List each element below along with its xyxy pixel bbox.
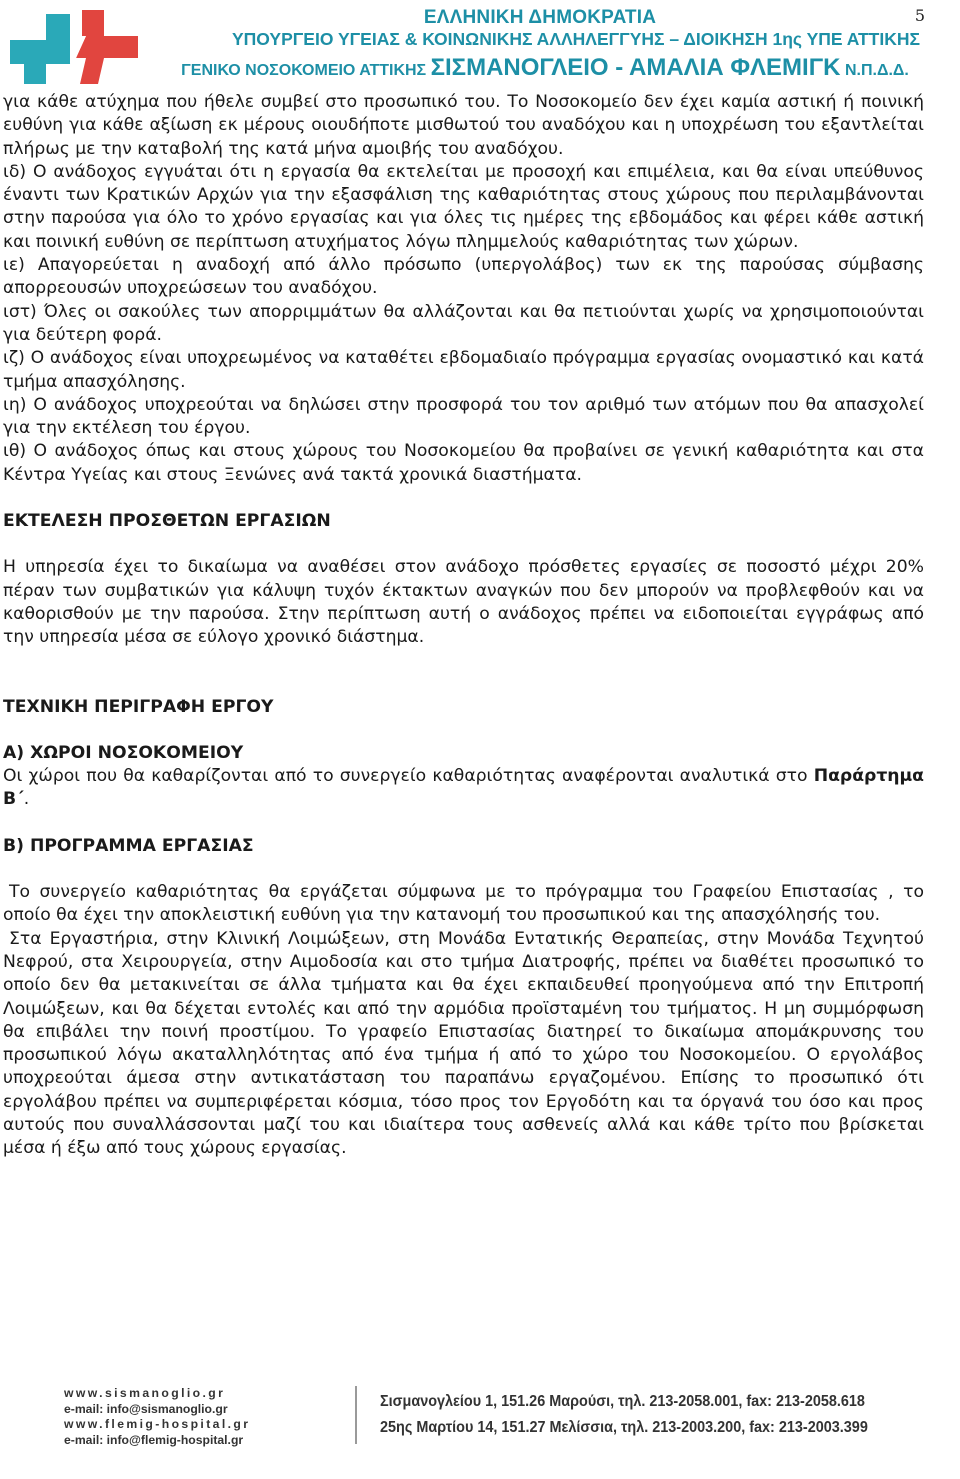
clause-ih: ιη) Ο ανάδοχος υποχρεούται να δηλώσει στην προσφορά του τον αριθμό των ατόμων που θα απασχολεί για την εκτέλεση του έργου. xyxy=(3,394,924,439)
footer-email-1: e-mail: info@sismanoglio.gr xyxy=(64,1401,228,1416)
annex-reference: Παράρτημα Β΄ xyxy=(3,766,924,810)
footer-addresses xyxy=(380,1389,920,1441)
footer-website-2: www.flemig-hospital.gr xyxy=(64,1417,251,1432)
heading-technical-description: ΤΕΧΝΙΚΗ ΠΕΡΙΓΡΑΦΗ ΕΡΓΟΥ xyxy=(3,696,274,717)
page-footer xyxy=(0,1376,960,1479)
footer-band xyxy=(0,1460,960,1479)
paragraph-schedule-1: Το συνεργείο καθαριότητας θα εργάζεται σύμφωνα με το πρόγραμμα του Γραφείου Επιστασίας , το οποίο θα έχει την αποκλειστική ευθύνη για την κατανομή του προσωπικού και της απασχόλησής του. xyxy=(3,882,924,926)
clause-ie: ιε) Απαγορεύεται η αναδοχή από άλλο πρόσωπο (υπεργολάβος) των εκ της παρούσας σύμβασης απορρεουσών υποχρεώσεων του αναδόχου. xyxy=(3,255,924,299)
clause-iz: ιζ) Ο ανάδοχος είναι υποχρεωμένος να καταθέτει εβδομαδιαίο πρόγραμμα εργασίας ονομαστικό και κατά τμήμα απασχόλησης. xyxy=(3,348,924,392)
page-header xyxy=(0,0,960,92)
paragraph-extra-works: Η υπηρεσία έχει το δικαίωμα να αναθέσει στον ανάδοχο πρόσθετες εργασίες σε ποσοστό μέχρι 20% πέραν των συμβατικών για κάλυψη τυχόν έκτακτων αναγκών που δεν μπορούν να προβλεφθούν και να καθορισθούν με την παρούσα. Στην περίπτωση αυτή ο ανάδοχος πρέπει να ειδοποιείται εγγράφως από την υπηρεσία μέσα σε εύλογο χρονικό διάστημα. xyxy=(3,557,924,648)
footer-website-1: www.sismanoglio.gr xyxy=(64,1386,226,1400)
clause-ist: ιστ) Όλες οι σακούλες των απορριμμάτων θα αλλάζονται και θα πετιούνται χωρίς να χρησιμοποιούνται για δεύτερη φορά. xyxy=(3,301,924,345)
header-hospital-suffix: Ν.Π.Δ.Δ. xyxy=(844,62,909,79)
clause-ith: ιθ) Ο ανάδοχος όπως και στους χώρους του Νοσοκομείου θα προβαίνει σε γενική καθαριότητα και στα Κέντρα Υγείας και στους Ξενώνες ανά τακτά χρονικά διαστήματα. xyxy=(3,441,924,485)
header-hospital-name: ΣΙΣΜΑΝΟΓΛΕΙΟ - ΑΜΑΛΙΑ ΦΛΕΜΙΓΚ xyxy=(430,54,841,81)
paragraph-schedule-2: Στα Εργαστήρια, στην Κλινική Λοιμώξεων, στη Μονάδα Εντατικής Θεραπείας, στην Μονάδα Τεχνητού Νεφρού, στα Χειρουργεία, στην Αιμοδοσία και στο τμήμα Διατροφής, πρέπει να διαθέτει προσωπικό το οποίο δεν θα μετακινείται σε άλλα τμήματα και θα έχει εκπαιδευθεί προηγούμενα από την Επιτροπή Λοιμώξεων, και θα δέχεται εντολές και από την αρμόδια προϊσταμένη του τμήματος. Η μη συμμόρφωση θα επιβάλει την ποινή προστίμου. Το γραφείο Επιστασίας διατηρεί το δικαίωμα απομάκρυνσης του προσωπικού λόγω ακαταλληλότητας από ένα τμήμα ή από το χώρο του Νοσοκομείου. Ο εργολάβος υποχρεούται άμεσα στην αντικατάσταση του παραπάνω εργαζομένου. Επίσης το προσωπικό ότι εργολάβου πρέπει να συμπεριφέρεται κόσμια, τόσο προς τον Εργοδότη και τα όργανά του όσο και προς αυτούς που συναλλάσσονται μαζί του και ιδιαίτερα τους ασθενείς αλλά και κάθε τρίτο που βρίσκεται μέσα ή έξω από τους χώρους εργασίας. xyxy=(3,928,924,1159)
header-hospital-prefix: ΓΕΝΙΚΟ ΝΟΣΟΚΟΜΕΙΟ ΑΤΤΙΚΗΣ xyxy=(181,62,427,79)
heading-extra-works: ΕΚΤΕΛΕΣΗ ΠΡΟΣΘΕΤΩΝ ΕΡΓΑΣΙΩΝ xyxy=(3,511,331,532)
header-country: ΕΛΛΗΝΙΚΗ ΔΗΜΟΚΡΑΤΙΑ xyxy=(423,7,657,28)
footer-divider xyxy=(355,1386,357,1444)
hospital-cross-logo xyxy=(6,6,142,88)
page-number: 5 xyxy=(914,6,925,25)
heading-hospital-areas: Α) ΧΩΡΟΙ ΝΟΣΟΚΟΜΕΙΟΥ xyxy=(3,742,244,763)
clause-id: ιδ) Ο ανάδοχος εγγυάται ότι η εργασία θα εκτελείται με προσοχή και επιμέλεια, και θα είναι υπεύθυνος έναντι των Κρατικών Αρχών για την εξασφάλιση της καθαριότητας στους χώρους που περιλαμβάνονται στην παρούσα για όλο το χρόνο εργασίας και για όλες τις ημέρες της εβδομάδος και φέρει κάθε αστική και ποινική ευθύνη σε περίπτωση ατυχήματος λόγω πλημμελούς καθαριότητας των χώρων. xyxy=(3,161,924,252)
footer-address-1: Σισμανογλείου 1, 151.26 Μαρούσι, τηλ. 213-2058.001, fax: 213-2058.618 xyxy=(380,1393,865,1410)
paragraph-continuation: για κάθε ατύχημα που ήθελε συμβεί στο προσωπικό του. Το Νοσοκομείο δεν έχει καμία αστική ή ποινική ευθύνη για κάθε αξίωση εκ μέρους οιουδήποτε μισθωτού του αναδόχου και η υποχρέωση του εξαντλείται πλήρως με την καταβολή της κατά μήνα αμοιβής του αναδόχου. xyxy=(3,92,924,159)
header-ministry: ΥΠΟΥΡΓΕΙΟ ΥΓΕΙΑΣ & ΚΟΙΝΩΝΙΚΗΣ ΑΛΛΗΛΕΓΓΥΗΣ – ΔΙΟΙΚΗΣΗ 1ης ΥΠΕ ΑΤΤΙΚΗΣ xyxy=(232,29,920,49)
footer-email-2: e-mail: info@flemig-hospital.gr xyxy=(64,1432,244,1447)
areas-period: . xyxy=(23,789,30,810)
header-hospital xyxy=(170,54,920,82)
paragraph-hospital-areas xyxy=(3,765,924,812)
document-body xyxy=(3,91,924,1161)
heading-work-schedule: Β) ΠΡΟΓΡΑΜΜΑ ΕΡΓΑΣΙΑΣ xyxy=(3,835,254,856)
footer-address-2: 25ης Μαρτίου 14, 151.27 Μελίσσια, τηλ. 213-2003.200, fax: 213-2003.399 xyxy=(380,1419,868,1436)
footer-contacts xyxy=(64,1386,250,1448)
areas-text: Οι χώροι που θα καθαρίζονται από το συνεργείο καθαριότητας αναφέρονται αναλυτικά στο xyxy=(3,766,808,787)
